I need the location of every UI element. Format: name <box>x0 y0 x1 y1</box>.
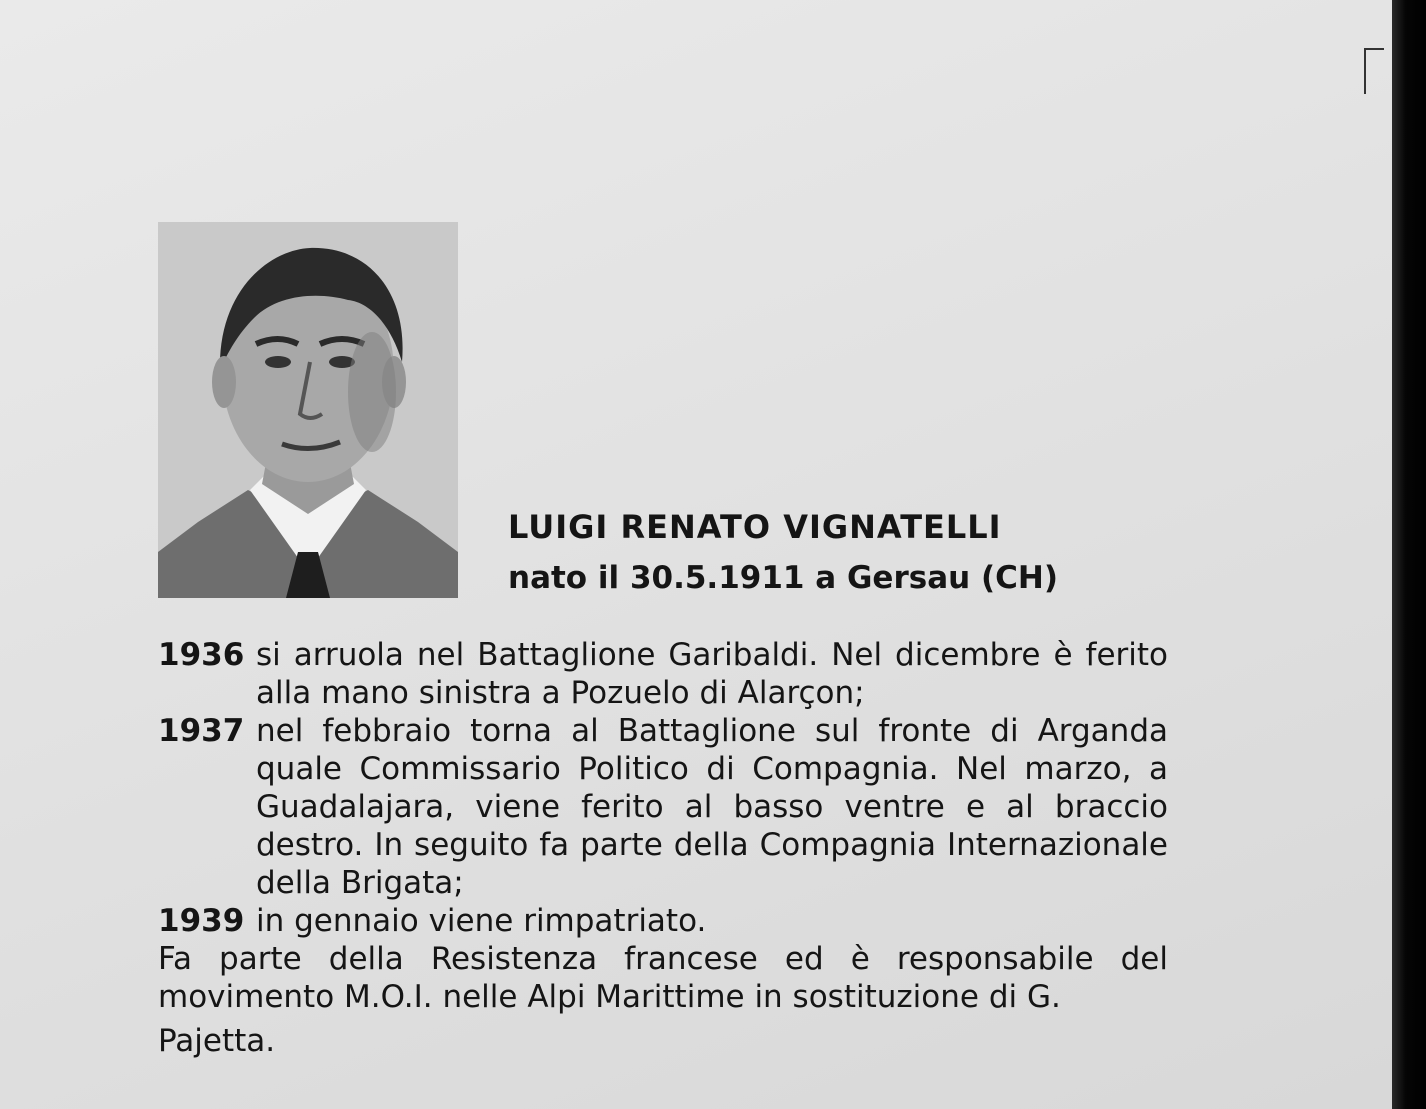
entry-year: 1939 <box>158 903 245 939</box>
page-edge-shadow <box>1392 0 1426 1109</box>
entry-text: si arruola nel Battaglione Garibaldi. Nel dicembre è ferito alla mano sinistra a Pozuelo di Alarçon; <box>256 637 1168 711</box>
biography <box>158 636 1168 1060</box>
birth-info: nato il 30.5.1911 a Gersau (CH) <box>508 560 1059 596</box>
entry-text: in gennaio viene rimpatriato. <box>256 903 707 939</box>
timeline-entry <box>158 712 1168 902</box>
entry-text: nel febbraio torna al Battaglione sul fronte di Arganda quale Commissario Politico di Compagnia. Nel marzo, a Guadalajara, viene ferito al basso ventre e al braccio destro. In seguito fa parte della Compagnia Internazionale della Brigata; <box>256 713 1168 901</box>
person-name: LUIGI RENATO VIGNATELLI <box>508 508 1002 546</box>
entry-year: 1937 <box>158 713 245 749</box>
portrait-photo-graphic <box>158 222 458 598</box>
closing-paragraph-end: Pajetta. <box>158 1023 276 1059</box>
portrait-photo <box>158 222 458 598</box>
timeline-entry <box>158 902 1168 940</box>
entry-year: 1936 <box>158 637 245 673</box>
closing-paragraph: Fa parte della Resistenza francese ed è responsabile del movimento M.O.I. nelle Alpi Marittime in sostituzione di G. <box>158 941 1168 1015</box>
crop-mark <box>1364 48 1384 94</box>
timeline-entry <box>158 636 1168 712</box>
